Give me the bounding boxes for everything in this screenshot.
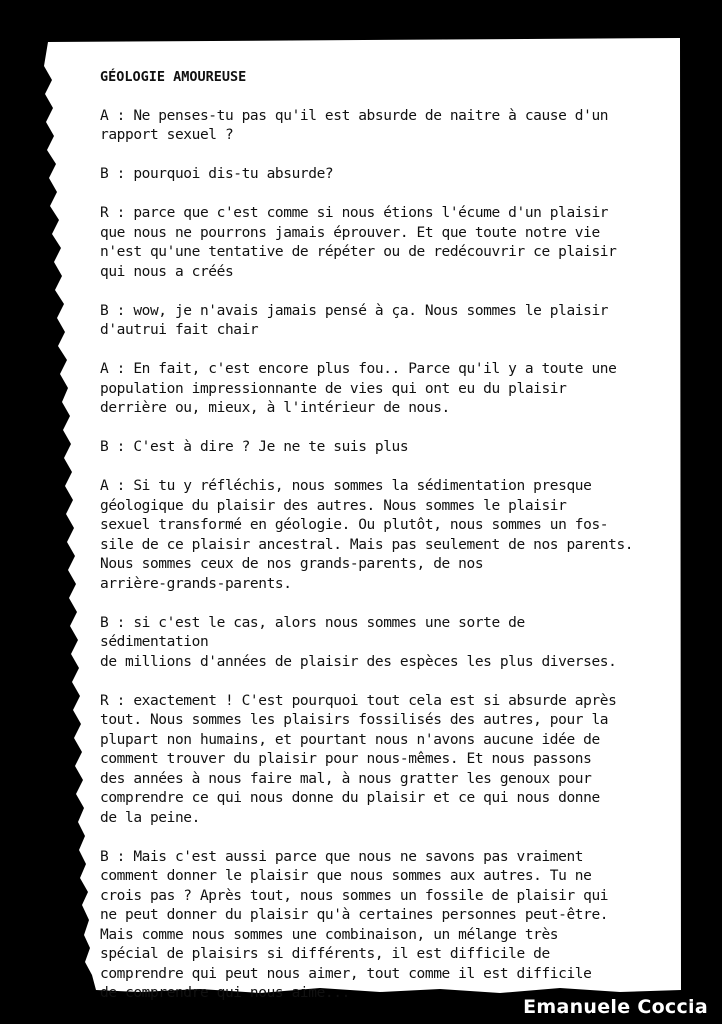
dialogue-paragraph: B : wow, je n'avais jamais pensé à ça. Nous sommes le plaisir d'autrui fait chair [100,302,609,338]
dialogue-paragraph: B : C'est à dire ? Je ne te suis plus [100,439,409,455]
document-title: GÉOLOGIE AMOUREUSE [100,69,247,85]
dialogue-paragraph: B : pourquoi dis-tu absurde? [100,166,334,182]
dialogue-paragraph: R : parce que c'est comme si nous étions l'écume d'un plaisir que nous ne pourrons jamais éprouver. Et que toute notre vie n'est qu'une tentative de répéter ou de redécouvrir ce plaisir qui nous a créés [100,205,617,280]
author-signature: Emanuele Coccia [523,996,708,1018]
document-body [100,68,640,1023]
dialogue-paragraph: A : Si tu y réfléchis, nous sommes la sédimentation presque géologique du plaisir des autres. Nous sommes le plaisir sexuel transformé en géologie. Ou plutôt, nous sommes un fos- sile de ce plaisir ancestral. Mais pas seulement de nos parents. Nous sommes ceux de nos grands-parents, de nos arrière-grands-parents. [100,478,634,592]
dialogue-paragraph: A : Ne penses-tu pas qu'il est absurde de naitre à cause d'un rapport sexuel ? [100,107,609,143]
dialogue-paragraph: B : si c'est le cas, alors nous sommes une sorte de sédimentation de millions d'années de plaisir des espèces les plus diverses. [100,614,617,670]
dialogue-paragraph: R : exactement ! C'est pourquoi tout cela est si absurde après tout. Nous sommes les plaisirs fossilisés des autres, pour la plupart non humains, et pourtant nous n'avons aucune idée de comment trouver du plaisir pour nous-mêmes. Et nous passons des années à nous faire mal, à nous gratter les genoux pour comprendre ce qui nous donne du plaisir et ce qui nous donne de la peine. [100,692,617,826]
dialogue-paragraph: A : En fait, c'est encore plus fou.. Parce qu'il y a toute une population impressionnante de vies qui ont eu du plaisir derrière ou, mieux, à l'intérieur de nous. [100,361,617,416]
dialogue-paragraph: B : Mais c'est aussi parce que nous ne savons pas vraiment comment donner le plaisir que nous sommes aux autres. Tu ne crois pas ? Après tout, nous sommes un fossile de plaisir qui ne peut donner du plaisir qu'à certaines personnes peut-être. Mais comme nous sommes une combinaison, un mélange très spécial de plaisirs si différents, il est difficile de comprendre qui peut nous aimer, tout comme il est difficile de comprendre qui nous aime... [100,848,609,1001]
dialogue-paragraphs [100,107,640,1004]
